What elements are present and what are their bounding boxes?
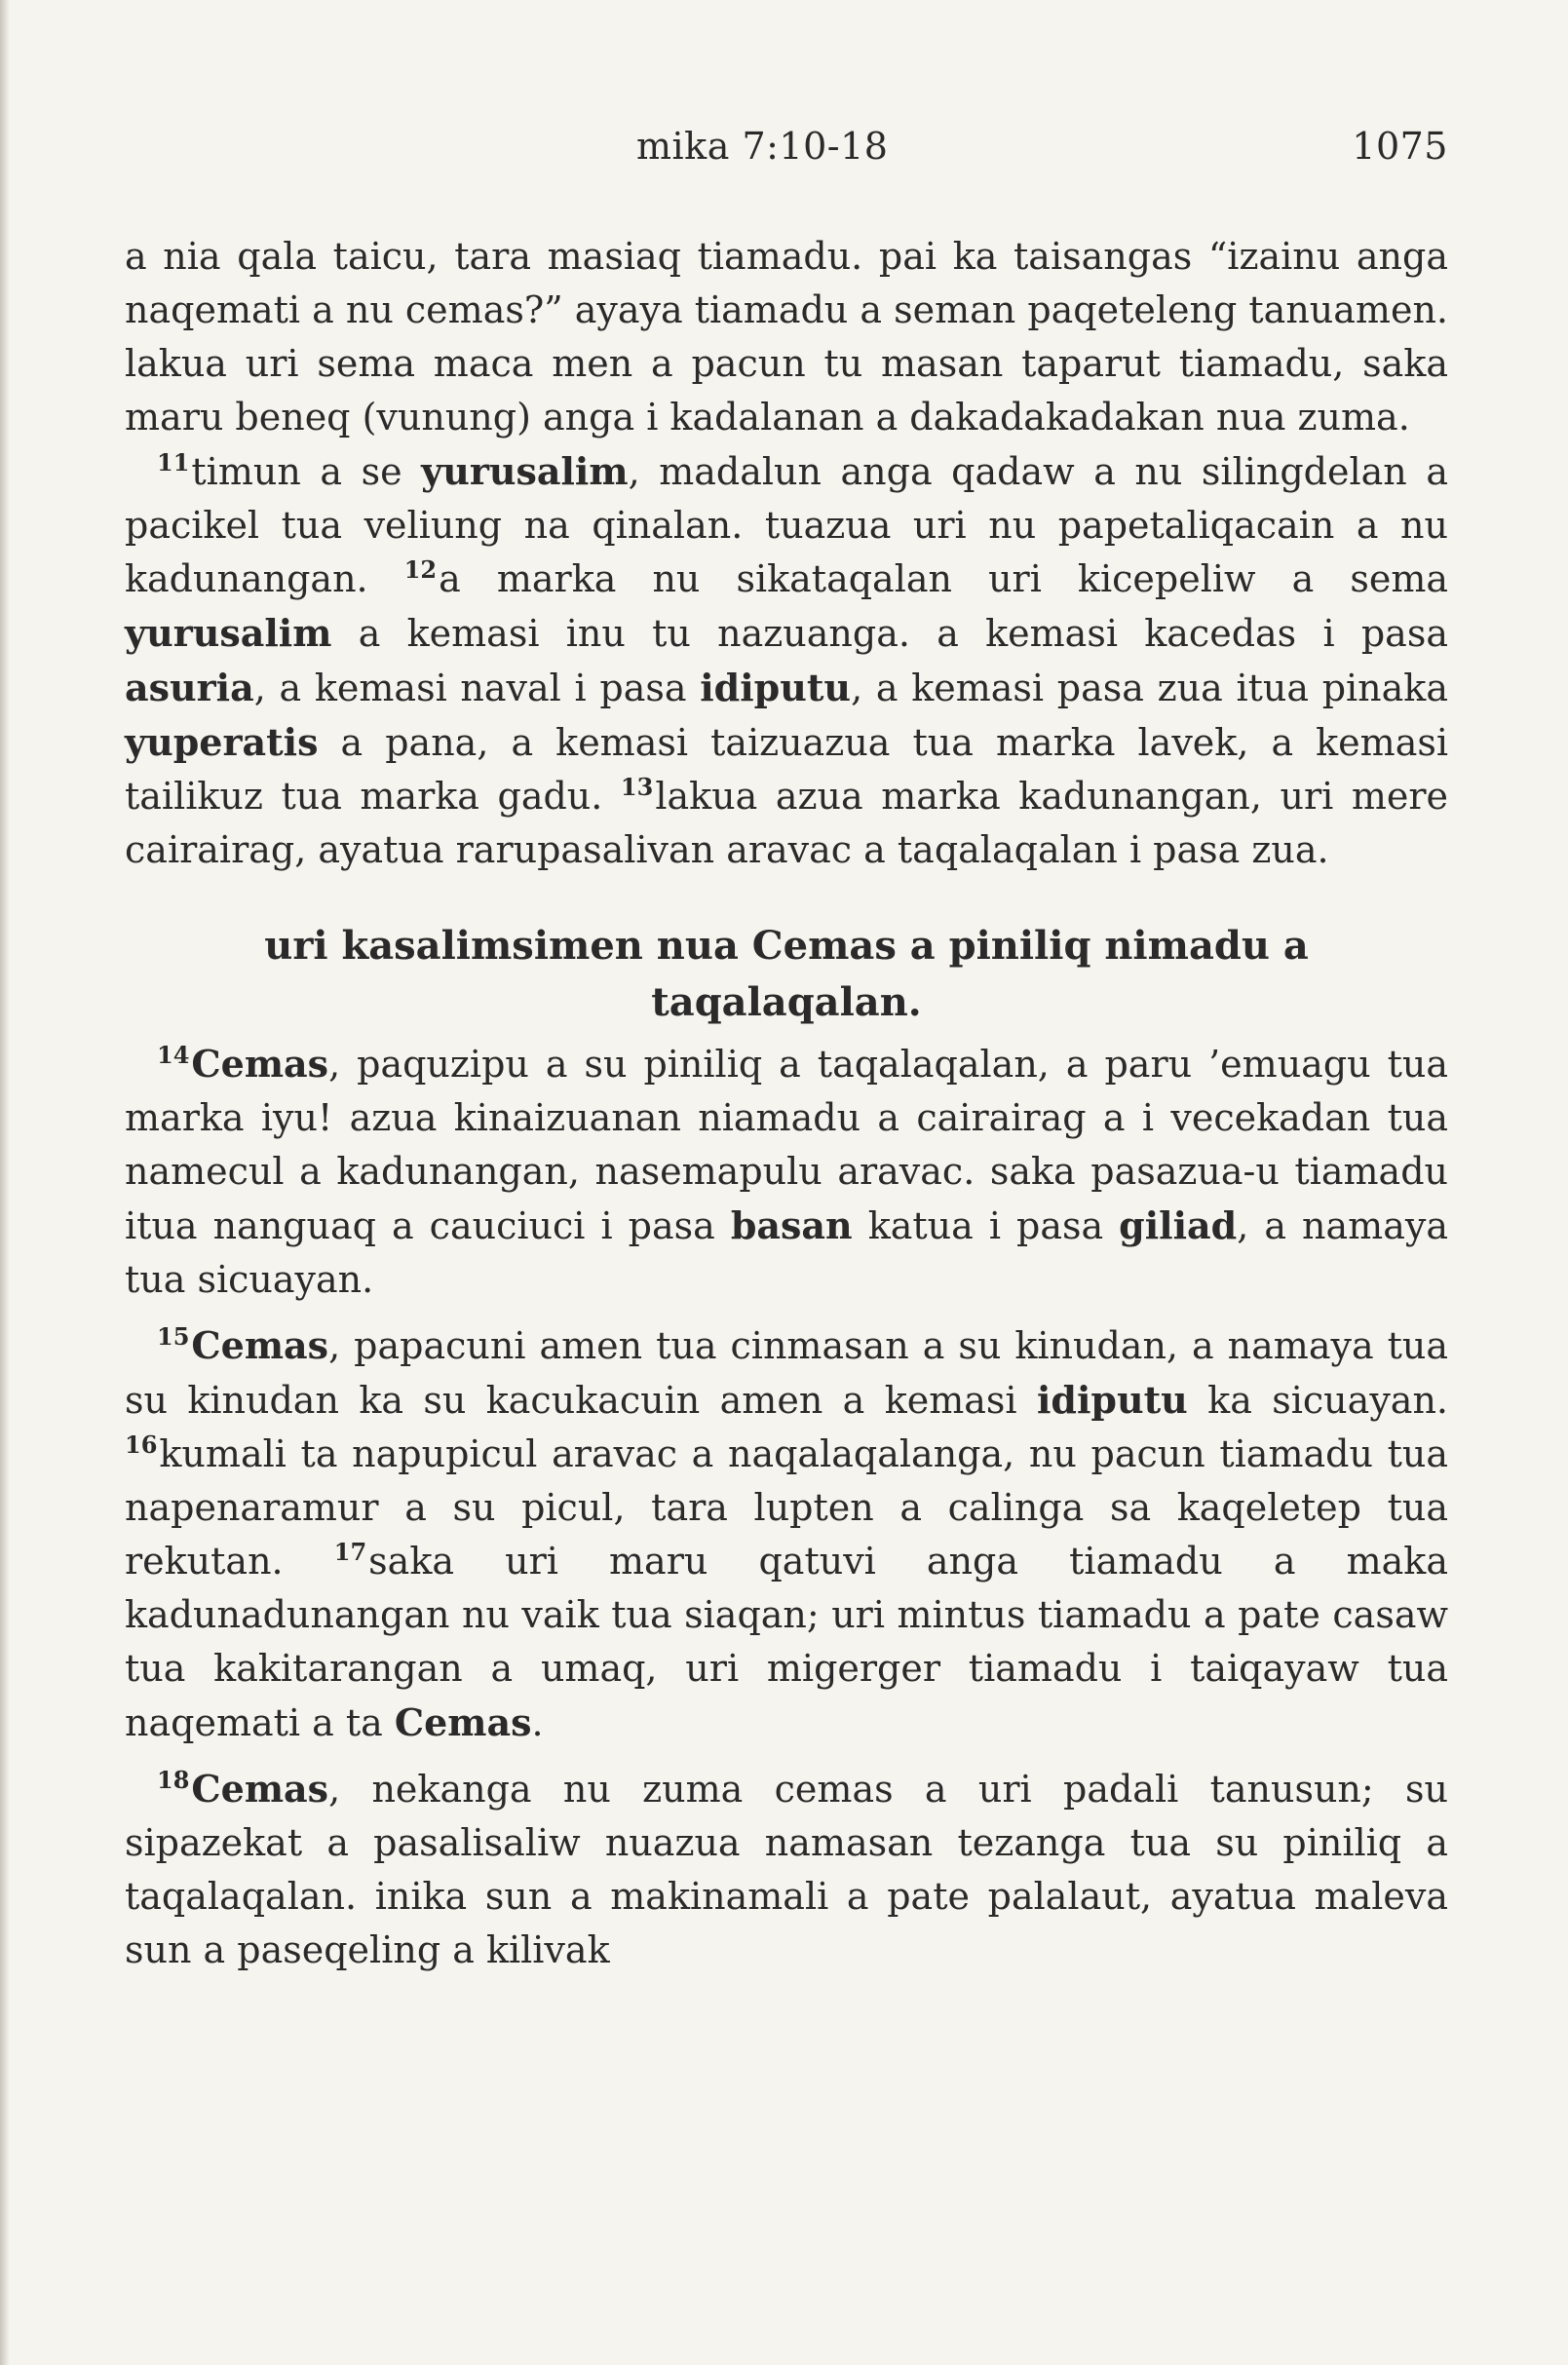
- place-name: idiputu: [700, 666, 852, 709]
- verse-text: katua i pasa: [852, 1204, 1120, 1247]
- paragraph-continuation: a nia qala taicu, tara masiaq tiamadu. pai ka taisangas “izainu anga naqemati a nu cemas?” ayaya tiamadu a seman paqeteleng tanuamen. lakua uri sema maca men a pacun tu masan taparut tiamadu, saka maru beneq (vunung) anga i kadalanan a dakadakadakan nua zuma.: [125, 235, 1448, 439]
- page-spine-shadow: [0, 0, 10, 2365]
- divine-name: Cemas: [191, 1323, 329, 1367]
- verse-paragraph-14: [125, 1037, 1448, 1307]
- verse-number: 13: [620, 773, 654, 802]
- verse-text: , nekanga nu zuma cemas a uri padali tanusun; su sipazekat a pasalisaliw nuazua namasan tezanga tua su piniliq a taqalaqalan. inika sun a makinamali a pate palalaut, ayatua maleva sun a paseqeling a kilivak: [125, 1768, 1448, 1971]
- divine-name: Cemas: [191, 1042, 329, 1086]
- verse-text: , a kemasi pasa zua itua pinaka: [851, 667, 1448, 709]
- verse-text: , paquzipu a su piniliq a taqalaqalan, a paru ’emuagu tua marka iyu! azua kinaizuanan niamadu a cairairag a i vecekadan tua namecul a kadunangan, nasemapulu aravac. saka pasazua-u tiamadu itua nanguaq a cauciuci i pasa: [125, 1043, 1448, 1247]
- verse-number: 16: [125, 1430, 158, 1460]
- verse-paragraph-18: [125, 1762, 1448, 1977]
- place-name: idiputu: [1036, 1378, 1188, 1422]
- page-number: 1075: [1352, 125, 1448, 168]
- divine-name: Cemas: [191, 1767, 329, 1811]
- section-heading: uri kasalimsimen nua Cemas a piniliq nimadu a taqalaqalan.: [264, 923, 1309, 1025]
- verse-text: , a kemasi naval i pasa: [253, 667, 701, 709]
- verse-text: lakua azua marka kadunangan, uri mere cairairag, ayatua rarupasalivan aravac a taqalaqalan i pasa zua.: [125, 775, 1448, 871]
- verse-number: 17: [333, 1538, 367, 1567]
- verse-text: a marka nu sikataqalan uri kicepeliw a sema: [439, 557, 1449, 600]
- verse-text: a kemasi inu tu nazuanga. a kemasi kacedas i pasa: [331, 612, 1448, 655]
- place-name: yurusalim: [125, 611, 332, 655]
- verse-number: 12: [403, 555, 438, 585]
- verse-paragraph-15-17: [125, 1318, 1448, 1750]
- place-name: giliad: [1119, 1203, 1238, 1247]
- verse-text: a pana, a kemasi taizuazua tua marka lavek, a kemasi tailikuz tua marka gadu.: [125, 721, 1448, 818]
- place-name: yurusalim: [421, 449, 629, 493]
- body-text: [125, 230, 1448, 1977]
- verse-text: , a namaya tua sicuayan.: [125, 1204, 1448, 1301]
- verse-text: .: [531, 1701, 544, 1744]
- verse-number: 18: [157, 1766, 190, 1795]
- running-header: [125, 125, 1448, 183]
- verse-paragraph-11-13: [125, 444, 1448, 877]
- verse-text: , papacuni amen tua cinmasan a su kinudan, a namaya tua su kinudan ka su kacukacuin amen a kemasi: [125, 1324, 1448, 1422]
- verse-text: timun a se: [191, 450, 422, 493]
- divine-name: Cemas: [394, 1700, 532, 1744]
- place-name: basan: [730, 1203, 853, 1247]
- verse-text: kumali ta napupicul aravac a naqalaqalanga, nu pacun tiamadu tua napenaramur a su picul, tara lupten a calinga sa kaqeletep tua rekutan.: [125, 1432, 1448, 1583]
- verse-number: 14: [157, 1041, 190, 1070]
- verse-text: , madalun anga qadaw a nu silingdelan a pacikel tua veliung na qinalan. tuazua uri nu papetaliqacain a nu kadunangan.: [125, 450, 1448, 600]
- verse-text: saka uri maru qatuvi anga tiamadu a maka kadunadunangan nu vaik tua siaqan; uri mintus tiamadu a pate casaw tua kakitarangan a umaq, uri migerger tiamadu i taiqayaw tua naqemati a ta: [125, 1540, 1448, 1744]
- place-name: asuria: [125, 666, 254, 709]
- verse-text: ka sicuayan.: [1187, 1379, 1448, 1422]
- verse-number: 11: [157, 448, 190, 477]
- place-name: yuperatis: [125, 720, 319, 764]
- verse-number: 15: [157, 1322, 190, 1352]
- running-title: mika 7:10-18: [636, 125, 889, 168]
